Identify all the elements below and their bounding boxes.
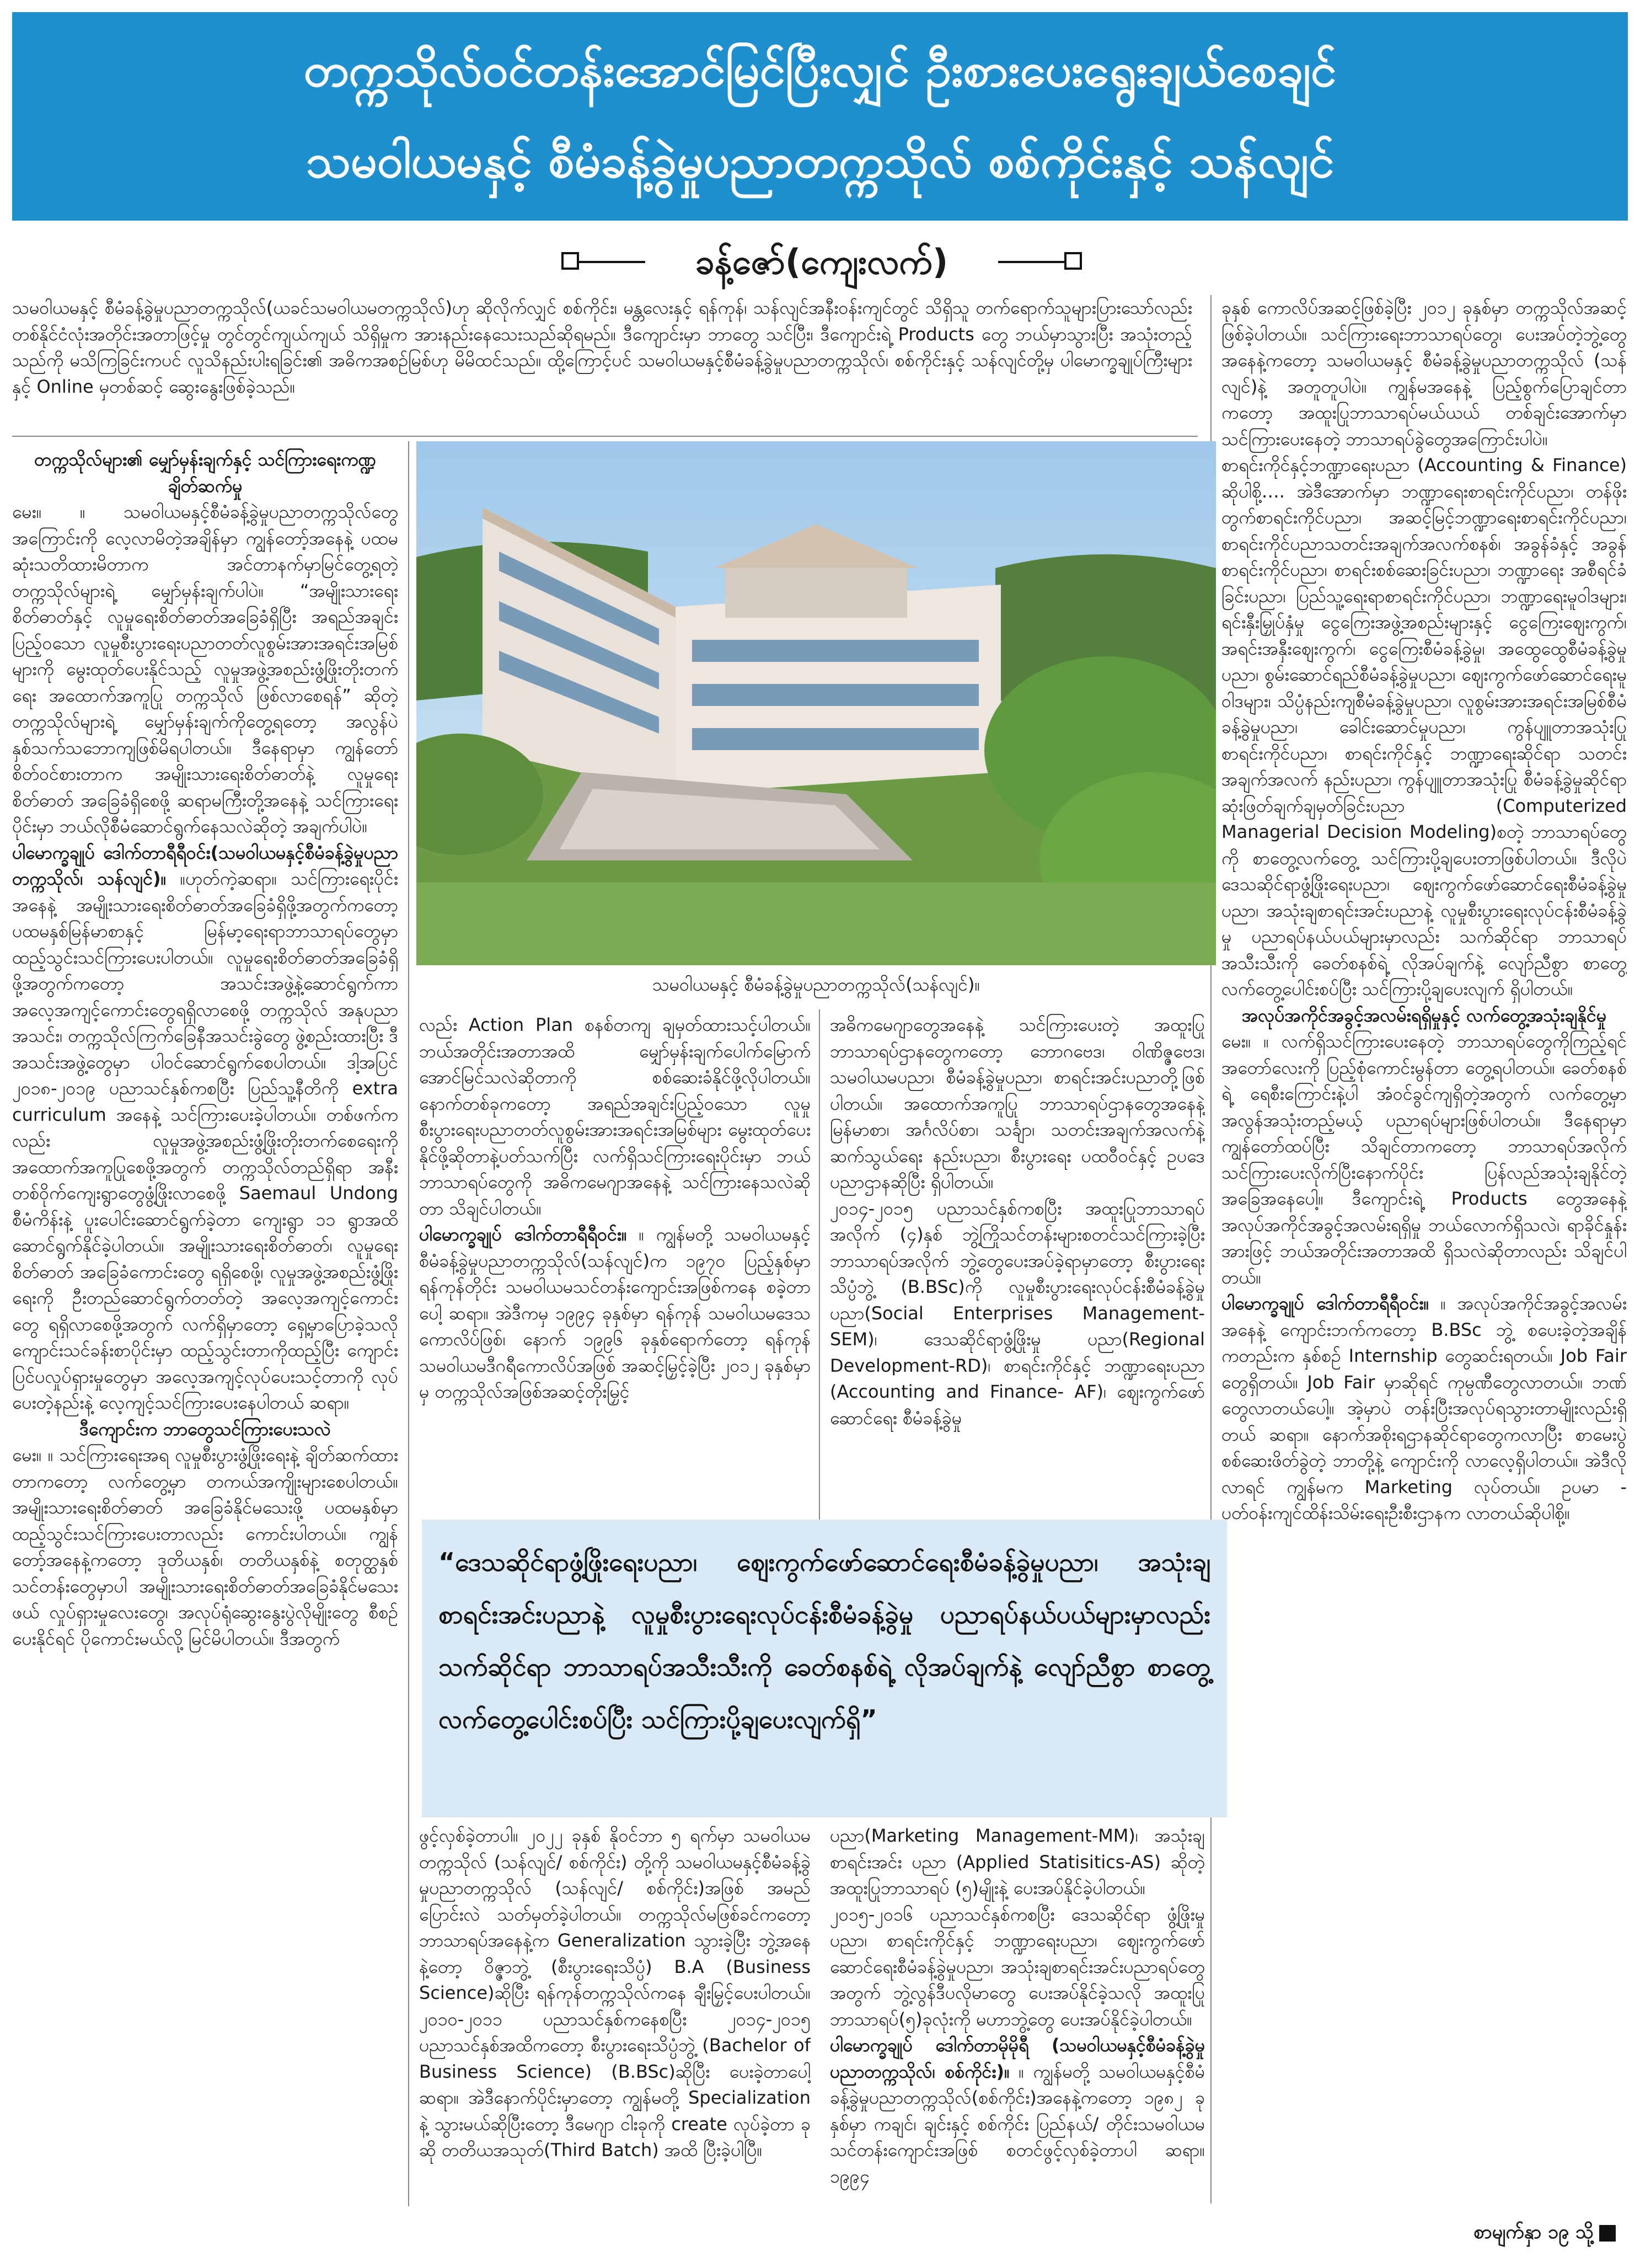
paragraph: မေး။ ။ သင်ကြားရေးအရ လူမှုစီးပွားဖွံ့ဖြိုးရေးနဲ့ ချိတ်ဆက်ထားတာကတော့ လက်တွေ့မှာ တကယ်အကျိုးများစေပါတယ်။ အမျိုးသားရေးစိတ်ဓာတ် အခြေခံနိုင်မသေးဖို့ ပထမနှစ်မှာ ထည့်သွင်းသင်ကြားပေးတာလည်း ကောင်းပါတယ်။ ကျွန်တော့်အနေနဲ့ကတော့ ဒုတိယနှစ်၊ တတိယနှစ်နဲ့ စတုတ္ထနှစ်သင်တန်းတွေမှာပါ အမျိုးသားရေးစိတ်ဓာတ်အခြေခံနိုင်မသေးဖယ် လှုပ်ရှားမှုလေးတွေ၊ အလုပ်ရုံဆွေးနွေးပွဲလိုမျိုးတွေ စီစဉ်ပေးနိုင်ရင် ပိုကောင်းမယ်လို့ မြင်မိပါတယ်။ ဒီအတွက် xyxy=(12,1445,398,1649)
answer-text: ။ ကျွန်မတို့ သမဝါယမနှင့် စီမံခန့်ခွဲမှုပညာတက္ကသိုလ်(သန်လျင်)က ၁၉၇၀ ပြည့်နှစ်မှာ ရန်ကုန်တိုင်း သမဝါယမသင်တန်းကျောင်းအဖြစ်ကနေ စခဲ့တာပေါ့ ဆရာ။ အဲဒီကမှ ၁၉၉၄ ခုနှစ်မှာ ရန်ကုန် သမဝါယမဒေသကောလိပ်ဖြစ်၊ နောက် ၁၉၉၆ ခုနှစ်ရောက်တော့ ရန်ကုန်သမဝါယမဒီဂရီကောလိပ်အဖြစ် အဆင့်မြှင့်ခဲ့ပြီး ၂၀၁၂ ခုနှစ်မှာမှ တက္ကသိုလ်အဖြစ်အဆင့်တိုးမြှင့် xyxy=(419,1224,811,1402)
paragraph xyxy=(1221,1291,1627,1527)
paragraph: ၂၀၁၄-၂၀၁၅ ပညာသင်နှစ်ကစပြီး အထူးပြုဘာသာရပ်အလိုက် (၄)နှစ် ဘွဲ့ကြိုသင်တန်းများစတင်သင်ကြားခဲ့ပြီး ဘာသာရပ်အလိုက် ဘွဲ့တွေပေးအပ်ခဲ့ရာမှာတော့ စီးပွားရေးသိပ္ပံဘွဲ့ (B.BSc)ကို လူမှုစီးပွားရေးလုပ်ငန်းစီမံခန့်ခွဲမှုပညာ(Social Enterprises Management- SEM)၊ ဒေသဆိုင်ရာဖွံ့ဖြိုးမှု ပညာ(Regional Development-RD)၊ စာရင်းကိုင်နှင့် ဘဏ္ဍာရေးပညာ (Accounting and Finance- AF)၊ ဈေးကွက်ဖော်ဆောင်ရေး စီမံခန့်ခွဲမှု xyxy=(830,1197,1205,1429)
speaker-name: ပါမောက္ခချုပ် ဒေါက်တာရီရီဝင်း။ xyxy=(1221,1293,1429,1314)
column-2-lower xyxy=(419,1823,811,2253)
speaker-name: ပါမောက္ခချုပ် ဒေါက်တာမိုမိုရီ (သမဝါယမနှင့်စီမံခန့်ခွဲမှုပညာတက္ကသိုလ်၊ စစ်ကိုင်း)။ xyxy=(830,2035,1205,2082)
intro-text: သမဝါယမနှင့် စီမံခန့်ခွဲမှုပညာတက္ကသိုလ်(ယခင်သမဝါယမတက္ကသိုလ်)ဟု ဆိုလိုက်လျှင် စစ်ကိုင်း၊ မန္တလေးနှင့် ရန်ကုန်၊ သန်လျင်အနီးဝန်းကျင်တွင် သိရှိသူ တက်ရောက်သူများပြားသော်လည်း တစ်နိုင်ငံလုံးအတိုင်းအတာဖြင့်မှု တွင်တွင်ကျယ်ကျယ် သိရှိမှုက အားနည်းနေသေးသည်ဆိုရမည်။ ဒီကျောင်းမှာ ဘာတွေ သင်ပြီး၊ ဒီကျောင်းရဲ့ Products တွေ ဘယ်မှာသွားပြီး အသုံးတည့်သည်ကို မသိကြခြင်းကပင် လူသိနည်းပါးရခြင်း၏ အဓိကအစဉ်မြစ်ဟု မိမိထင်သည်။ ထို့ကြောင့်ပင် သမဝါယမနှင့်စီမံခန့်ခွဲမှုပညာတက္ကသိုလ်၊ စစ်ကိုင်းနှင့် သန်လျင်တို့မှ ပါမောက္ခချုပ်ကြီးများနှင့် Online မှတစ်ဆင့် ဆွေးနွေးဖြစ်ခဲ့သည်။ xyxy=(12,297,1192,397)
column-3-lower xyxy=(830,1823,1205,2253)
section-subhead: ဒီကျောင်းက ဘာတွေသင်ကြားပေးသလဲ xyxy=(79,1418,331,1440)
continued-on-page xyxy=(1180,2213,1616,2251)
row-divider xyxy=(12,436,1198,437)
paragraph xyxy=(419,1222,811,1405)
column-2 xyxy=(419,1012,811,1511)
paragraph: အဓိကမေဂျာတွေအနေနဲ့ သင်ကြားပေးတဲ့ အထူးပြုဘာသာရပ်ဌာနတွေကတော့ ဘောဂဗေဒ၊ ဝါဏိဇ္ဇဗေဒ၊ သမဝါယမပညာ၊ စီမံခန့်ခွဲမှုပညာ၊ စာရင်းအင်းပညာတို့ဖြစ်ပါတယ်။ အထောက်အကူပြု ဘာသာရပ်ဌာနတွေအနေနဲ့ မြန်မာစာ၊ အင်္ဂလိပ်စာ၊ သင်္ချာ၊ သတင်းအချက်အလက်နဲ့ ဆက်သွယ်ရေး နည်းပညာ၊ စီးပွားရေး ပထဝီဝင်နှင့် ဥပဒေပညာဌာနဆိုပြီး ရှိပါတယ်။ xyxy=(830,1014,1205,1192)
author-name: ခန့်ဇော်(ကျေးလက်) xyxy=(695,242,948,282)
speaker-name: ပါမောက္ခချုပ် ဒေါက်တာရီရီဝင်း(သမဝါယမနှင့်စီမံခန့်ခွဲမှုပညာတက္ကသိုလ်၊ သန်လျင်)။ xyxy=(12,842,398,889)
intro-paragraph xyxy=(12,295,1192,433)
paragraph: စာရင်းကိုင်နှင့်ဘဏ္ဍာရေးပညာ (Accounting & Finance) ဆိုပါစို့…. အဲဒီအောက်မှာ ဘဏ္ဍာရေးစာရင်းကိုင်ပညာ၊ တန်ဖိုးတွက်စာရင်းကိုင်ပညာ၊ အဆင့်မြင့်ဘဏ္ဍာရေးစာရင်းကိုင်ပညာ၊ စာရင်းကိုင်ပညာသတင်းအချက်အလက်စနစ်၊ အခွန်ခံနှင့် အခွန်စာရင်းကိုင်ပညာ၊ စာရင်းစစ်ဆေးခြင်းပညာ၊ ဘဏ္ဍာရေး အစီရင်ခံခြင်းပညာ၊ ပြည်သူ့ရေးရာစာရင်းကိုင်ပညာ၊ ဘဏ္ဍာရေးမူဝါဒများ၊ ရင်းနှီးမြှုပ်နှံမှု ငွေကြေးအဖွဲ့အစည်းများနှင့် ငွေကြေးဈေးကွက်၊ အရင်းအနှီးဈေးကွက်၊ ငွေကြေးစီမံခန့်ခွဲမှု၊ အထွေထွေစီမံခန့်ခွဲမှုပညာ၊ စွမ်းဆောင်ရည်စီမံခန့်ခွဲမှုပညာ၊ ဈေးကွက်ဖော်ဆောင်ရေးမူဝါဒများ၊ သိပ္ပံနည်းကျစီမံခန့်ခွဲမှုပညာ၊ လူစွမ်းအားအရင်းအမြစ်စီမံခန့်ခွဲမှုပညာ၊ ခေါင်းဆောင်မှုပညာ၊ ကွန်ပျူတာအသုံးပြု စာရင်းကိုင်ပညာ၊ စာရင်းကိုင်နှင့် ဘဏ္ဍာရေးဆိုင်ရာ သတင်းအချက်အလက် နည်းပညာ၊ ကွန်ပျူတာအသုံးပြု စီမံခန့်ခွဲမှုဆိုင်ရာ ဆုံးဖြတ်ချက်ချမှတ်ခြင်းပညာ (Computerized Managerial Decision Modeling)စတဲ့ ဘာသာရပ်တွေကို စာတွေ့လက်တွေ့ သင်ကြားပို့ချပေးတာဖြစ်ပါတယ်။ ဒီလိုပဲ ဒေသဆိုင်ရာဖွံ့ဖြိုးရေးပညာ၊ ဈေးကွက်ဖော်ဆောင်ရေးစီမံခန့်ခွဲမှုပညာ၊ အသုံးချစာရင်းအင်းပညာနဲ့ လူမှုစီးပွားရေးလုပ်ငန်းစီမံခန့်ခွဲမှု ပညာရပ်နယ်ပယ်များမှာလည်း သက်ဆိုင်ရာ ဘာသာရပ်အသီးသီးကို ခေတ်စနစ်ရဲ့ လိုအပ်ချက်နဲ့ လျော်ညီစွာ စာတွေ့လက်တွေ့ပေါင်းစပ်ပြီး သင်ကြားပို့ချပေးလျက် ရှိပါတယ်။ xyxy=(1221,454,1627,999)
section-subhead: တက္ကသိုလ်များ၏ မျှော်မှန်းချက်နှင့် သင်ကြားရေးကဏ္ဍချိတ်ဆက်မှု xyxy=(34,449,376,496)
square-ornament-icon xyxy=(561,252,579,270)
paragraph: လည်း Action Plan စနစ်တကျ ချမှတ်ထားသင့်ပါတယ်။ ဘယ်အတိုင်းအတာအထိ မျှော်မှန်းချက်ပေါက်မြောက်အောင်မြင်သလဲဆိုတာကို စစ်ဆေးခံနိုင်ဖို့လိုပါတယ်။ နောက်တစ်ခုကတော့ အရည်အချင်းပြည့်ဝသော လူမှုစီးပွားရေးပညာတတ်လူစွမ်းအားအရင်းအမြစ်များ မွေးထုတ်ပေးနိုင်ဖို့ဆိုတာနဲ့ပတ်သက်ပြီး လက်ရှိသင်ကြားရေးပိုင်းမှာ ဘယ်ဘာသာရပ်တွေကို အဓိကမေဂျာအနေနဲ့ သင်ကြားနေသလဲဆိုတာ သိချင်ပါတယ်။ xyxy=(419,1014,811,1219)
section-subhead: အလုပ်အကိုင်အခွင့်အလမ်းရရှိမှုနှင့် လက်တွေ့အသုံးချနိုင်မှု xyxy=(1241,1004,1607,1026)
paragraph xyxy=(12,840,398,1416)
answer-text: ။ဟုတ်ကဲ့ဆရာ။ သင်ကြားရေးပိုင်းအနေနဲ့ အမျိုးသားရေးစိတ်ဓာတ်အခြေခံရှိဖို့အတွက်ကတော့ ပထမနှစ်မြန်မာစာနှင့် မြန်မာ့ရေးရာဘာသာရပ်တွေမှာ ထည့်သွင်းသင်ကြားပေးပါတယ်။ လူမှုရေးစိတ်ဓာတ်အခြေခံရှိဖို့အတွက်ကတော့ အသင်းအဖွဲ့နဲ့ဆောင်ရွက်ကာ အလေ့အကျင့်ကောင်းတွေရရှိလာစေဖို့ တက္ကသိုလ် အနုပညာအသင်း၊ တက္ကသိုလ်ကြက်ခြေနီအသင်းခွဲတွေ ဖွဲ့စည်းထားပြီး ဒီအသင်းအဖွဲ့တွေမှာ ပါဝင်ဆောင်ရွက်စေပါတယ်။ ဒါ့အပြင် ၂၀၁၈-၂၀၁၉ ပညာသင်နှစ်ကစပြီး ပြည်သူ့နီတိကို extra curriculum အနေနဲ့ သင်ကြားပေးခဲ့ပါတယ်။ တစ်ဖက်ကလည်း လူမှုအဖွဲ့အစည်းဖွံ့ဖြိုးတိုးတက်စေရေးကို အထောက်အကူပြုစေဖို့အတွက် တက္ကသိုလ်တည်ရှိရာ အနီးတစ်ဝိုက်ကျေးရွာတွေဖွံ့ဖြိုးလာစေဖို့ Saemaul Undong စီမံကိန်းနဲ့ ပူးပေါင်းဆောင်ရွက်ခဲ့တာ ကျေးရွာ ၁၁ ရွာအထိ ဆောင်ရွက်နိုင်ခဲ့ပါတယ်။ အမျိုးသားရေးစိတ်ဓာတ်၊ လူမှုရေးစိတ်ဓာတ် အခြေခံကောင်းတွေ ရရှိစေဖို့၊ လူမှုအဖွဲ့အစည်းဖွံ့ဖြိုးရေးကို ဦးတည်ဆောင်ရွက်တတ်တဲ့ အလေ့အကျင့်ကောင်းတွေ ရရှိလာစေဖို့အတွက် လက်ရှိမှာတော့ ရှေ့မှာပြောခဲ့သလိုကျောင်းသင်ခန်းစာပိုင်းမှာ ထည့်သွင်းတာကိုထည့်ပြီး ကျောင်းပြင်ပလှုပ်ရှားမှုတွေမှာ အလေ့အကျင့်လုပ်ပေးသင့်တာကို လုပ်ပေးတဲ့နည်းနဲ့ လေ့ကျင့်သင်ကြားပေးနေပါတယ် ဆရာ။ xyxy=(12,868,398,1413)
square-ornament-icon xyxy=(1064,252,1082,270)
column-3 xyxy=(830,1012,1205,1511)
paragraph: မေး။ ။ လက်ရှိသင်ကြားပေးနေတဲ့ ဘာသာရပ်တွေကိုကြည့်ရင် အတော်လေးကို ပြည့်စုံကောင်းမွန်တာ တွေ့ရပါတယ်။ ခေတ်စနစ်ရဲ့ ရေစီးကြောင်းနဲ့ပါ အံဝင်ခွင်ကျရှိတဲ့အတွက် လက်တွေ့မှာ အလွန်အသုံးတည့်မယ့် ပညာရပ်များဖြစ်ပါတယ်။ ဒီနေရာမှာ ကျွန်တော်ထပ်ပြီး သိချင်တာကတော့ ဘာသာရပ်အလိုက်သင်ကြားပေးလိုက်ပြီးနောက်ပိုင်း ပြန်လည်အသုံးချနိုင်တဲ့အခြေအနေပေါ့။ ဒီကျောင်းရဲ့ Products တွေအနေနဲ့ အလုပ်အကိုင်အခွင့်အလမ်းရရှိမှု ဘယ်လောက်ရှိသလဲ၊ ရာခိုင်နှုန်းအားဖြင့် ဘယ်အတိုင်းအတာအထိ ရှိသလဲဆိုတာလည်း သိချင်ပါတယ်။ xyxy=(1221,1031,1627,1288)
answer-text: ။ အလုပ်အကိုင်အခွင့်အလမ်းအနေနဲ့ ကျောင်းဘက်ကတော့ B.BSc ဘွဲ့ စပေးခဲ့တဲ့အချိန်ကတည်းက နှစ်စဉ် Internship တွေဆင်းရတယ်။ Job Fair တွေရှိတယ်။ Job Fair မှာဆိုရင် ကုမ္ပဏီတွေလာတယ်။ ဘဏ်တွေလာတယ်ပေါ့။ အဲ့မှာပဲ တန်းပြီးအလုပ်ရသွားတာမျိုးလည်းရှိတယ် ဆရာ။ နောက်အစိုးရဌာနဆိုင်ရာတွေကလာပြီး စာမေးပွဲစစ်ဆေးဖိတ်ခွဲတဲ့ ဘာတို့နဲ့ ကျောင်းကို လာလေ့ရှိပါတယ်။ အဲဒီလိုလာရင် ကျွန်မက Marketing လုပ်တယ်။ ဥပမာ - ပတ်ဝန်းကျင်ထိန်းသိမ်းရေးဦးစီးဌာနက လာတယ်ဆိုပါစို့။ xyxy=(1221,1293,1627,1523)
university-building-photo xyxy=(416,441,1216,965)
paragraph: ဖွင့်လှစ်ခဲ့တာပါ။ ၂၀၂၂ ခုနှစ် နိုဝင်ဘာ ၅ ရက်မှာ သမဝါယမတက္ကသိုလ် (သန်လျင်/ စစ်ကိုင်း) တို့ကို သမဝါယမနှင့်စီမံခန့်ခွဲမှုပညာတက္ကသိုလ် (သန်လျင်/ စစ်ကိုင်း)အဖြစ် အမည်ပြောင်းလဲ သတ်မှတ်ခဲ့ပါတယ်။ တက္ကသိုလ်မဖြစ်ခင်ကတော့ ဘာသာရပ်အနေနဲ့က Generalization သွားခဲ့ပြီး ဘွဲ့အနေနဲ့တော့ ဝိဇ္ဇာဘွဲ့ (စီးပွားရေးသိပ္ပံ) B.A (Business Science)ဆိုပြီး ရန်ကုန်တက္ကသိုလ်ကနေ ချီးမြှင့်ပေးပါတယ်။ ၂၀၁၀-၂၀၁၁ ပညာသင်နှစ်ကနေစပြီး ၂၀၁၄-၂၀၁၅ ပညာသင်နှစ်အထိကတော့ စီးပွားရေးသိပ္ပံဘွဲ့ (Bachelor of Business Science) (B.BSc)ဆိုပြီး ပေးခဲ့တာပေါ့ ဆရာ။ အဲဒီနောက်ပိုင်းမှာတော့ ကျွန်မတို့ Specialization နဲ့ သွားမယ်ဆိုပြီးတော့ ဒီမေဂျာ ငါးခုကို create လုပ်ခဲ့တာ ခုဆို တတိယအသုတ်(Third Batch) အထိ ပြီးခဲ့ပါပြီ။ xyxy=(419,1825,811,2160)
paragraph: မေး။ ။ သမဝါယမနှင့်စီမံခန့်ခွဲမှုပညာတက္ကသိုလ်တွေအကြောင်းကို လေ့လာမိတဲ့အချိန်မှာ ကျွန်တော့်အနေနဲ့ ပထမဆုံးသတိထားမိတာက အင်တာနက်မှာမြင်တွေ့ရတဲ့ တက္ကသိုလ်များရဲ့ မျှော်မှန်းချက်ပါပဲ။ “အမျိုးသားရေးစိတ်ဓာတ်နှင့် လူမှုရေးစိတ်ဓာတ်အခြေခံရှိပြီး အရည်အချင်းပြည့်ဝသော လူမှုစီးပွားရေးပညာတတ်လူစွမ်းအားအရင်းအမြစ်များကို မွေးထုတ်ပေးနိုင်သည့် လူမှုအဖွဲ့အစည်းဖွံ့ဖြိုးတိုးတက်ရေး အထောက်အကူပြု တက္ကသိုလ် ဖြစ်လာစေရန်” ဆိုတဲ့ တက္ကသိုလ်များရဲ့ မျှော်မှန်းချက်ကိုတွေ့ရတော့ အလွန်ပဲနှစ်သက်သဘောကျဖြစ်မိရပါတယ်။ ဒီနေရာမှာ ကျွန်တော် စိတ်ဝင်စားတာက အမျိုးသားရေးစိတ်ဓာတ်နဲ့ လူမှုရေးစိတ်ဓာတ် အခြေခံရှိစေဖို့ ဆရာမကြီးတို့အနေနဲ့ သင်ကြားရေးပိုင်းမှာ ဘယ်လိုစီမံဆောင်ရွက်နေသလဲဆိုတဲ့ အချက်ပါပဲ။ xyxy=(12,501,398,837)
photo-caption: သမဝါယမနှင့် စီမံခန့်ခွဲမှုပညာတက္ကသိုလ်(သန်လျင်)။ xyxy=(652,974,980,995)
paragraph: ၂၀၁၅-၂၀၁၆ ပညာသင်နှစ်ကစပြီး ဒေသဆိုင်ရာ ဖွံ့ဖြိုးမှုပညာ၊ စာရင်းကိုင်နှင့် ဘဏ္ဍာရေးပညာ၊ ဈေးကွက်ဖော်ဆောင်ရေးစီမံခန့်ခွဲမှုပညာ၊ အသုံးချစာရင်းအင်းပညာရပ်တွေအတွက် ဘွဲ့လွန်ဒီပလိုမာတွေ ပေးအပ်နိုင်ခဲ့သလို အထူးပြုဘာသာရပ်(၅)ခုလုံးကို မဟာဘွဲ့တွေ ပေးအပ်နိုင်ခဲ့ပါတယ်။ xyxy=(830,1903,1205,2030)
headline-line-1: တက္ကသိုလ်ဝင်တန်းအောင်မြင်ပြီးလျှင် ဦးစားပေးရွေးချယ်စေချင် xyxy=(303,43,1337,97)
paragraph xyxy=(830,2032,1205,2190)
byline-rule-right xyxy=(998,261,1064,263)
byline xyxy=(0,232,1640,292)
headline-banner xyxy=(12,12,1628,221)
paragraph: ခုနှစ် ကောလိပ်အဆင့်ဖြစ်ခဲ့ပြီး ၂၀၁၂ ခုနှစ်မှာ တက္ကသိုလ်အဆင့် ဖြစ်ခဲ့ပါတယ်။ သင်ကြားရေးဘာသာရပ်တွေ၊ ပေးအပ်တဲ့ဘွဲ့တွေအနေနဲ့ကတော့ သမဝါယမနှင့် စီမံခန့်ခွဲမှုပညာတက္ကသိုလ် (သန်လျင်)နဲ့ အတူတူပါပဲ။ ကျွန်မအနေနဲ့ ပြည့်စွက်ပြောချင်တာကတော့ အထူးပြုဘာသာရပ်မယ်ယယ် တစ်ချင်းအောက်မှာ သင်ကြားပေးနေတဲ့ ဘာသာရပ်ခွဲတွေအကြောင်းပါပဲ။ xyxy=(1221,297,1627,450)
pull-quote: “ဒေသဆိုင်ရာဖွံ့ဖြိုးရေးပညာ၊ ဈေးကွက်ဖော်ဆောင်ရေးစီမံခန့်ခွဲမှုပညာ၊ အသုံးချစာရင်းအင်းပညာနဲ့ လူမှုစီးပွားရေးလုပ်ငန်းစီမံခန့်ခွဲမှု ပညာရပ်နယ်ပယ်များမှာလည်း သက်ဆိုင်ရာ ဘာသာရပ်အသီးသီးကို ခေတ်စနစ်ရဲ့ လိုအပ်ချက်နဲ့ လျော်ညီစွာ စာတွေ့လက်တွေ့ပေါင်းစပ်ပြီး သင်ကြားပို့ချပေးလျက်ရှိ” xyxy=(422,1520,1227,1817)
continued-text: စာမျက်နှာ ၁၉ သို့ xyxy=(1473,2221,1594,2243)
column-divider xyxy=(408,441,409,2206)
end-mark-icon xyxy=(1599,2225,1616,2242)
speaker-name: ပါမောက္ခချုပ် ဒေါက်တာရီရီဝင်း။ xyxy=(419,1224,627,1245)
headline-line-2: သမဝါယမနှင့် စီမံခန့်ခွဲမှုပညာတက္ကသိုလ် စစ်ကိုင်းနှင့် သန်လျင် xyxy=(306,134,1334,188)
building-illustration xyxy=(416,441,1216,965)
column-4 xyxy=(1221,295,1627,2206)
paragraph: ပညာ(Marketing Management-MM)၊ အသုံးချစာရင်းအင်း ပညာ (Applied Statisitics-AS) ဆိုတဲ့ အထူးပြုဘာသာရပ် (၅)မျိုးနဲ့ ပေးအပ်နိုင်ခဲ့ပါတယ်။ xyxy=(830,1825,1205,1898)
column-1 xyxy=(12,447,398,2250)
answer-text: ။ ကျွန်မတို့ သမဝါယမနှင့်စီမံခန့်ခွဲမှုပညာတက္ကသိုလ်(စစ်ကိုင်း)အနေနဲ့ကတော့ ၁၉၈၂ ခုနှစ်မှာ ကချင်၊ ချင်းနှင့် စစ်ကိုင်း ပြည်နယ်/ တိုင်းသမဝါယမသင်တန်းကျောင်းအဖြစ် စတင်ဖွင့်လှစ်ခဲ့တာပါ ဆရာ။ ၁၉၉၄ xyxy=(830,2061,1205,2187)
